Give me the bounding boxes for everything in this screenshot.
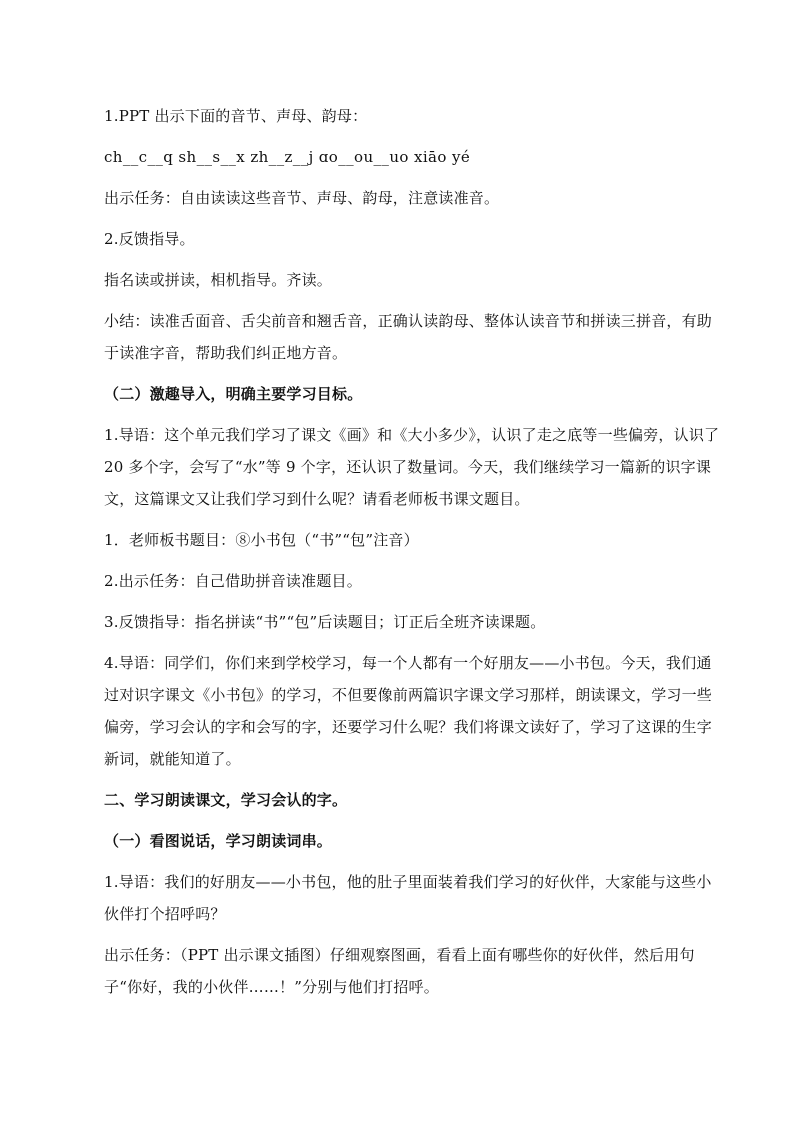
document-body [104,100,722,1012]
paragraph-guide-friends: 1.导语：我们的好朋友——小书包，他的肚子里面装着我们学习的好伙伴，大家能与这些小伙伴打个招呼吗？ [104,873,712,923]
paragraph-guide-1: 1.导语：这个单元我们学习了课文《画》和《大小多少》，认识了走之底等一些偏旁，认识了 20 多个字，会写了“水”等 9 个字，还认识了数量词。今天，我们继续学习一篇新的识字课文，这篇课文又让我们学习到什么呢？请看老师板书课文题目。 [104,426,720,508]
paragraph-name-reading: 指名读或拼读，相机指导。齐读。 [104,271,333,289]
paragraph-board-title: 1．老师板书题目：⑧小书包（“书”“包”注音） [104,531,419,549]
section-heading-intro: （二）激趣导入，明确主要学习目标。 [104,385,363,403]
paragraph-feedback-title: 3.反馈指导：指名拼读“书”“包”后读题目；订正后全班齐读课题。 [104,613,546,631]
paragraph-guide-4: 4.导语：同学们，你们来到学校学习，每一个人都有一个好朋友——小书包。今天，我们通过对识字课文《小书包》的学习，不但要像前两篇识字课文学习那样，朗读课文，学习一些偏旁，学习会认的字和会写的字，还要学习什么呢？我们将课文读好了，学习了这课的生字新词，就能知道了。 [104,654,713,768]
paragraph-pinyin-list: ch__c__q sh__s__x zh__z__j ɑo__ou__uo xiāo yé [104,148,471,166]
subsection-heading-picture: （一）看图说话，学习朗读词串。 [104,832,333,850]
paragraph-ppt-intro: 1.PPT 出示下面的音节、声母、韵母： [104,107,368,125]
paragraph-task-title: 2.出示任务：自己借助拼音读准题目。 [104,572,362,590]
paragraph-task-read: 出示任务：自由读读这些音节、声母、韵母，注意读准音。 [104,189,500,207]
paragraph-task-picture: 出示任务：（PPT 出示课文插图）仔细观察图画，看看上面有哪些你的好伙伴，然后用句子“你好，我的小伙伴……！”分别与他们打招呼。 [104,946,695,996]
section-heading-reading: 二、学习朗读课文，学习会认的字。 [104,791,348,809]
paragraph-summary: 小结：读准舌面音、舌尖前音和翘舌音，正确认读韵母、整体认读音节和拼读三拼音，有助于读准字音，帮助我们纠正地方音。 [104,312,713,362]
paragraph-feedback-heading: 2.反馈指导。 [104,230,195,248]
